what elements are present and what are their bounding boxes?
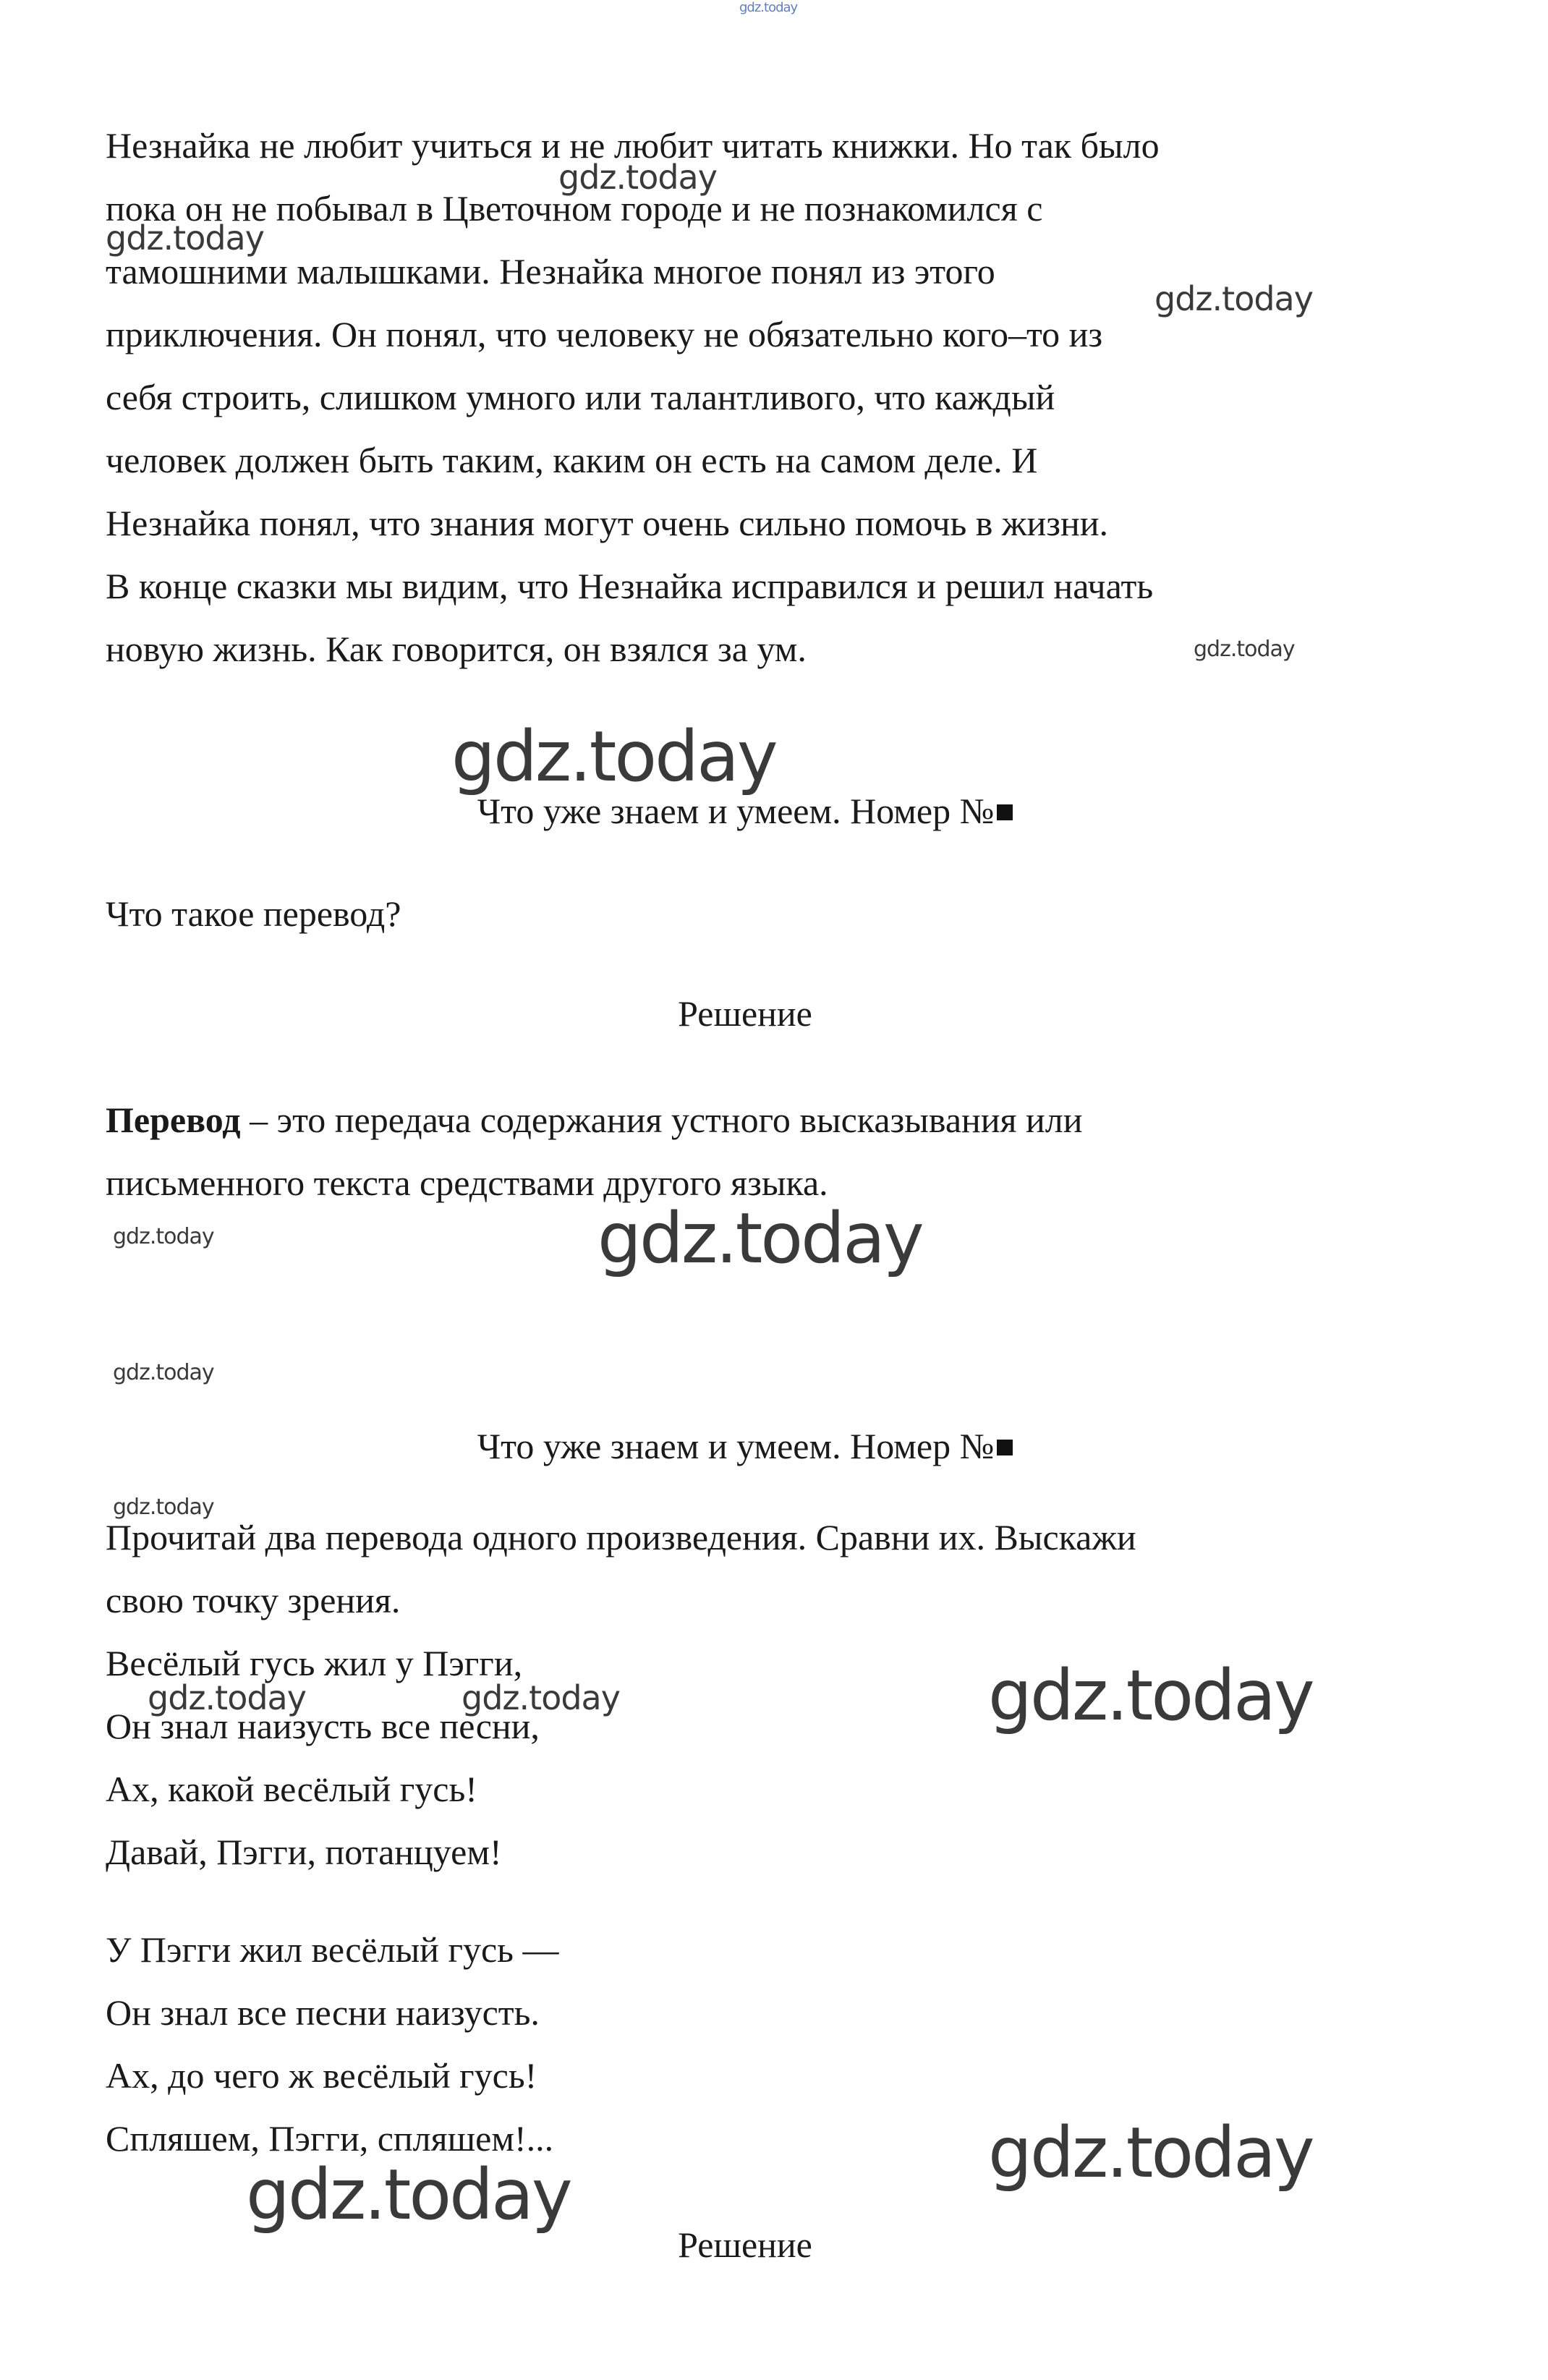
- poem-line: Ах, до чего ж весёлый гусь!: [106, 2055, 537, 2096]
- poem-line: Спляшем, Пэгги, спляшем!...: [106, 2118, 554, 2159]
- watermark: gdz.today: [246, 2154, 571, 2235]
- answer-definition: – это передача содержания устного высказывания или: [240, 1100, 1083, 1140]
- text-line: Незнайка не любит учиться и не любит читать книжки. Но так было: [106, 125, 1160, 166]
- task-heading-text: Что уже знаем и умеем. Номер №: [477, 791, 995, 831]
- story-paragraph: [106, 114, 1160, 681]
- text-line: письменного текста средствами другого языка.: [106, 1163, 828, 1203]
- task-question: Что такое перевод?: [106, 893, 401, 934]
- text-line: человек должен быть таким, каким он есть на самом деле. И: [106, 440, 1038, 480]
- solution-label: Решение: [678, 2224, 812, 2265]
- poem-line: У Пэгги жил весёлый гусь —: [106, 1929, 559, 1970]
- number-square-icon: [997, 804, 1013, 820]
- poem-translation-1: [106, 1632, 540, 1884]
- watermark-top: gdz.today: [739, 0, 798, 15]
- text-line: пока он не побывал в Цветочном городе и не познакомился с: [106, 188, 1043, 229]
- solution-label: Решение: [678, 993, 812, 1034]
- watermark: gdz.today: [462, 1678, 620, 1717]
- task-heading: [0, 780, 1490, 843]
- watermark: gdz.today: [1154, 279, 1313, 318]
- watermark: gdz.today: [113, 1360, 214, 1385]
- poem-line: Ах, какой весёлый гусь!: [106, 1769, 477, 1809]
- number-square-icon: [997, 1440, 1013, 1455]
- text-line: себя строить, слишком умного или талантливого, что каждый: [106, 377, 1055, 417]
- poem-translation-2: [106, 1918, 558, 2170]
- answer-term: Перевод: [106, 1100, 241, 1140]
- text-line: [106, 1089, 1083, 1152]
- watermark: gdz.today: [558, 158, 717, 197]
- poem-line: Он знал наизусть все песни,: [106, 1706, 540, 1746]
- answer-paragraph: [106, 1089, 1083, 1215]
- watermark: gdz.today: [148, 1678, 306, 1717]
- poem-line: Весёлый гусь жил у Пэгги,: [106, 1643, 523, 1683]
- poem-line: Давай, Пэгги, потанцуем!: [106, 1832, 502, 1872]
- watermark: gdz.today: [113, 1495, 214, 1520]
- task-heading-text: Что уже знаем и умеем. Номер №: [477, 1426, 995, 1466]
- text-line: Незнайка понял, что знания могут очень сильно помочь в жизни.: [106, 503, 1108, 543]
- watermark: gdz.today: [988, 2112, 1313, 2193]
- text-line: приключения. Он понял, что человеку не обязательно кого–то из: [106, 314, 1103, 354]
- task-heading: [0, 1415, 1490, 1478]
- watermark: gdz.today: [988, 1655, 1313, 1736]
- watermark: gdz.today: [597, 1198, 922, 1279]
- text-line: свою точку зрения.: [106, 1580, 401, 1620]
- watermark: gdz.today: [451, 716, 776, 797]
- text-line: новую жизнь. Как говорится, он взялся за ум.: [106, 629, 807, 669]
- watermark: gdz.today: [1194, 637, 1295, 662]
- watermark: gdz.today: [113, 1224, 214, 1249]
- text-line: тамошними малышками. Незнайка многое понял из этого: [106, 251, 995, 292]
- text-line: Прочитай два перевода одного произведения. Сравни их. Выскажи: [106, 1517, 1136, 1557]
- poem-line: Он знал все песни наизусть.: [106, 1992, 540, 2033]
- task-prompt: [106, 1506, 1136, 1632]
- text-line: В конце сказки мы видим, что Незнайка исправился и решил начать: [106, 566, 1154, 606]
- watermark: gdz.today: [106, 218, 264, 258]
